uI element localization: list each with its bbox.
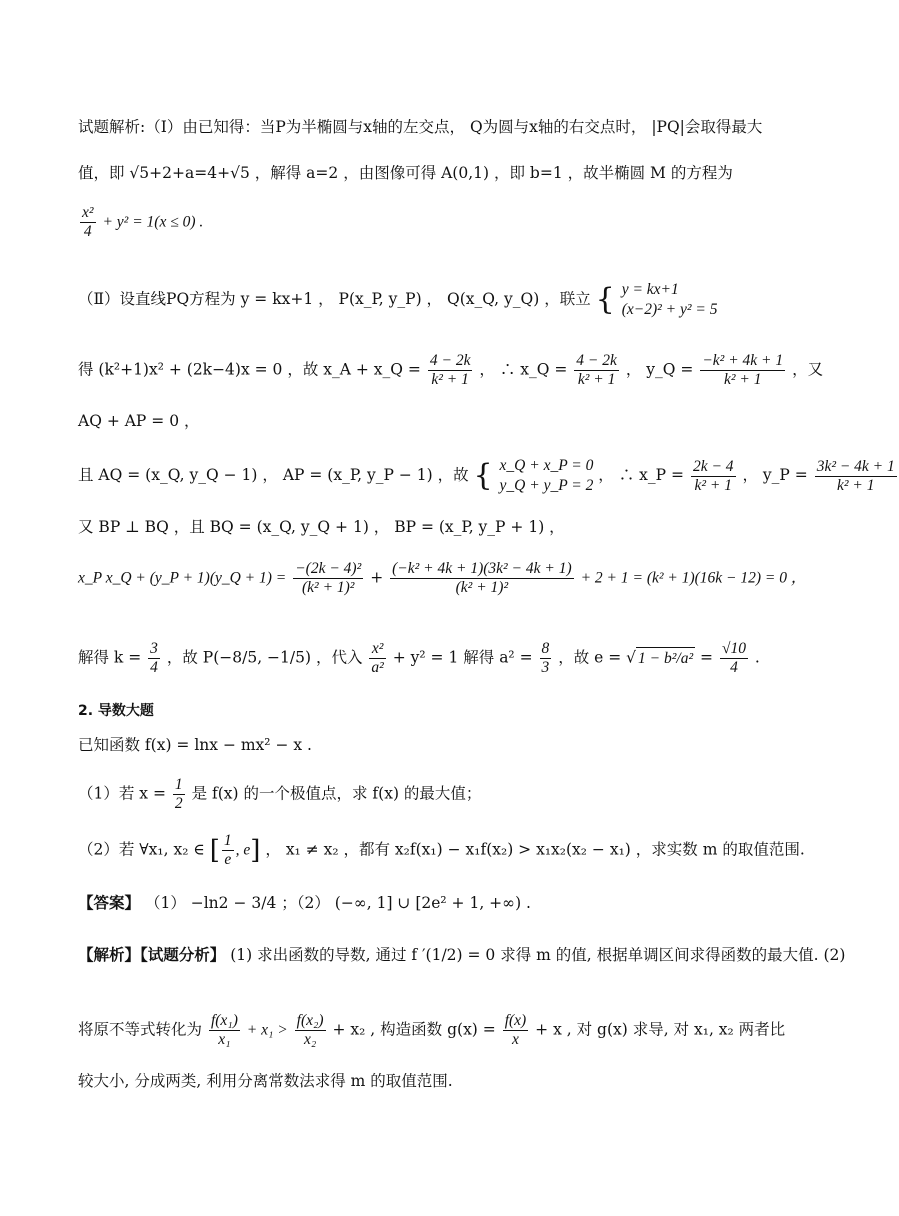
analysis-frac3-den: x: [512, 1031, 519, 1048]
analysis-line-1: [78, 944, 846, 966]
system2-brace: {: [473, 458, 493, 493]
big-frac2: [390, 560, 574, 597]
derive1-mid: ， ∴ x_Q =: [479, 360, 568, 379]
big-eq-rhs: + 2 + 1 = (k² + 1)(16k − 12) = 0 ，: [580, 569, 807, 587]
analysis-frac2: [295, 1012, 326, 1049]
e-frac: [720, 640, 748, 677]
perpendicular-line: 又 BP ⊥ BQ ，且 BQ = (x_Q, y_Q + 1) ， BP = (x_P, y_P + 1) ，: [78, 518, 565, 536]
analysis-line-2: [78, 1012, 790, 1049]
question-1: [78, 776, 790, 813]
analysis-mid2: + x₂ , 构造函数 g(x) =: [332, 1020, 496, 1039]
big-equation: x_P x_Q + (y_P + 1)(y_Q + 1) = $\frac{\text{−(2k − 4)²}}{\text{(k² + 1)²}}$ + $\frac{\text{(−k² + 4k + 1)(3k² − 4k + 1)}}{\text{(k² + 1)²}}$ + 2 + 1 = (k² + 1)(16k − 12) = 0 ，: [78, 560, 807, 596]
function-definition: 已知函数 f(x) = lnx − mx² − x .: [78, 736, 312, 754]
part1-line2: 值，即 √5+2+a=4+√5 ，解得 a=2 ，由图像可得 A(0,1) ，即 b=1 ，故半椭圆 M 的方程为: [78, 164, 733, 182]
system2: [500, 456, 594, 496]
big-frac2-den: (k² + 1)²: [455, 579, 509, 596]
derive1-frac1-num: 4 − 2k: [429, 352, 471, 369]
a-frac-num: 8: [541, 640, 550, 657]
system2-eq2: y_Q + y_P = 2: [499, 477, 594, 494]
vec-frac1: [691, 458, 736, 495]
derive1-frac2: [574, 352, 619, 389]
q1-frac-num: 1: [174, 776, 183, 793]
part2-intro: [78, 280, 790, 320]
big-frac2-num: (−k² + 4k + 1)(3k² − 4k + 1): [392, 560, 572, 577]
analysis-line-3: 较大小, 分成两类, 利用分离常数法求得 m 的取值范围.: [78, 1072, 453, 1090]
derive-line-1: [78, 352, 824, 389]
sub-frac-den: a²: [371, 659, 384, 676]
solve-rest1: ，故 P(−8/5, −1/5) ，代入: [166, 648, 363, 667]
derive1-frac3-den: k² + 1: [723, 371, 762, 388]
answer-label: 【答案】: [78, 893, 141, 912]
analysis-frac1-num: f(x₁): [210, 1012, 238, 1029]
derive1-frac2-den: k² + 1: [577, 371, 616, 388]
derive1-frac2-num: 4 − 2k: [576, 352, 617, 369]
ellipse-eq-rest: + y² = 1(x ≤ 0) .: [102, 213, 204, 231]
e-frac-den: 4: [730, 659, 738, 676]
analysis-1: (1) 求出函数的导数, 通过 f ′(1/2) = 0 求得 m 的值, 根据单调区间求得函数的最大值. (2): [230, 946, 846, 964]
big-frac1: [293, 560, 363, 597]
analysis-frac1-den: x₁: [218, 1031, 231, 1048]
section-title: 2. 导数大题: [78, 703, 154, 719]
analysis-frac1: [209, 1012, 240, 1049]
q2-interval-frac: [222, 832, 234, 869]
q2-prefix: （2）若 ∀x₁, x₂ ∈: [78, 840, 205, 859]
analysis-frac3: [503, 1012, 529, 1049]
big-frac1-den: (k² + 1)²: [302, 579, 355, 596]
vector-sum: AQ + AP = 0 ，: [78, 412, 200, 430]
vec-frac1-num: 2k − 4: [692, 457, 734, 475]
k-frac: [148, 640, 160, 677]
system1-eq2: (x−2)² + y² = 5: [621, 301, 718, 318]
solve-rest2: + y² = 1 解得 a² =: [392, 648, 533, 667]
question-2: （2）若 ∀x₁, x₂ ∈ [ $\frac{1}{e}$ , e] ， x₁ ≠ x₂ ，都有 x₂f(x₁) − x₁f(x₂) > x₁x₂(x₂ − x₁) ，求实数 m 的取值范围.: [78, 832, 805, 868]
ellipse-equation: [78, 204, 790, 241]
analysis-tail: + x , 对 g(x) 求导, 对 x₁, x₂ 两者比: [535, 1020, 786, 1039]
derive1-frac1-den: k² + 1: [431, 371, 469, 388]
vec-frac2-num: 3k² − 4k + 1: [816, 457, 895, 475]
big-eq-lhs: x_P x_Q + (y_P + 1)(y_Q + 1) =: [78, 569, 287, 587]
solve-k: 解得 k =: [78, 648, 142, 667]
system1: [622, 280, 718, 320]
analysis-label: 【解析】【试题分析】: [78, 945, 226, 964]
sub-frac-num: x²: [369, 640, 385, 659]
solve-rest3: ，故 e =: [558, 648, 622, 667]
a-frac-den: 3: [541, 659, 550, 676]
derive1-frac1: [428, 352, 473, 389]
derive1-tail: ，又: [792, 360, 824, 379]
q2-interval-den: e: [224, 851, 232, 868]
derive1-frac3: [700, 352, 785, 389]
vec-line-mid2: ， y_P =: [742, 466, 808, 484]
vec-line-prefix: 且 AQ = (x_Q, y_Q − 1) ， AP = (x_P, y_P − 1) ，故: [78, 466, 469, 484]
analysis-2-prefix: 将原不等式转化为: [78, 1020, 203, 1039]
derive1-frac3-num: −k² + 4k + 1: [702, 352, 784, 369]
ellipse-frac: $\frac{\text{x²}}{4}$: [82, 204, 94, 240]
q2-rest: ， x₁ ≠ x₂ ，都有 x₂f(x₁) − x₁f(x₂) > x₁x₂(x₂ − x₁) ，求实数 m 的取值范围.: [265, 840, 805, 859]
a-frac: [540, 640, 552, 677]
e-sqrt-inner: 1 − b²/a²: [636, 647, 695, 670]
vector-line: [78, 456, 895, 496]
analysis-frac3-num: f(x): [504, 1012, 527, 1029]
vec-frac2: [815, 458, 897, 495]
e-frac-num: √10: [721, 640, 746, 657]
system2-eq1: x_Q + x_P = 0: [499, 457, 594, 474]
part2-intro-text: （Ⅱ）设直线PQ方程为 y = kx+1 ， P(x_P, y_P) ， Q(x_Q, y_Q) ，联立: [78, 290, 591, 308]
analysis-frac2-den: x₂: [303, 1031, 317, 1048]
q1-rest: 是 f(x) 的一个极值点，求 f(x) 的最大值；: [191, 784, 482, 803]
vec-frac2-den: k² + 1: [836, 476, 875, 494]
solve-line: 解得 k = $\frac{3}{4}$ ，故 P(−8/5, −1/5) ，代入 $\frac{\text{x²}}{\text{a²}}$ + y² = 1 解得 a² = $\frac{8}{3}$ ，故 e = √ 1 − b²/a² = $\frac{√10}{4}$ .: [78, 640, 760, 676]
q1-frac: [173, 776, 185, 813]
q1-frac-den: 2: [174, 795, 183, 812]
q1-prefix: （1）若 x =: [78, 784, 166, 803]
k-frac-den: 4: [150, 659, 158, 676]
system1-eq1: y = kx+1: [621, 281, 679, 298]
answer-text: （1） −ln2 − 3/4 ；（2） (−∞, 1] ∪ [2e² + 1, +∞) .: [144, 894, 531, 912]
vec-frac1-den: k² + 1: [694, 476, 732, 494]
big-frac1-num: −(2k − 4)²: [295, 560, 362, 577]
derive1-prefix: 得 (k²+1)x² + (2k−4)x = 0 ，故 x_A + x_Q =: [78, 360, 421, 379]
sub-frac: [369, 640, 385, 677]
vec-line-mid: ， ∴ x_P =: [598, 466, 684, 484]
derive1-mid2: ， y_Q =: [625, 360, 694, 379]
k-frac-num: 3: [150, 640, 158, 657]
system-brace: {: [595, 282, 615, 317]
analysis-frac2-num: f(x₂): [296, 1012, 324, 1029]
q2-interval-num: 1: [223, 832, 232, 849]
analysis-mid1: + x₁ >: [246, 1021, 288, 1039]
part1-intro: 试题解析:（Ⅰ）由已知得：当P为半椭圆与x轴的左交点， Q为圆与x轴的右交点时， |PQ|会取得最大: [78, 118, 763, 136]
answer-line: [78, 892, 790, 914]
